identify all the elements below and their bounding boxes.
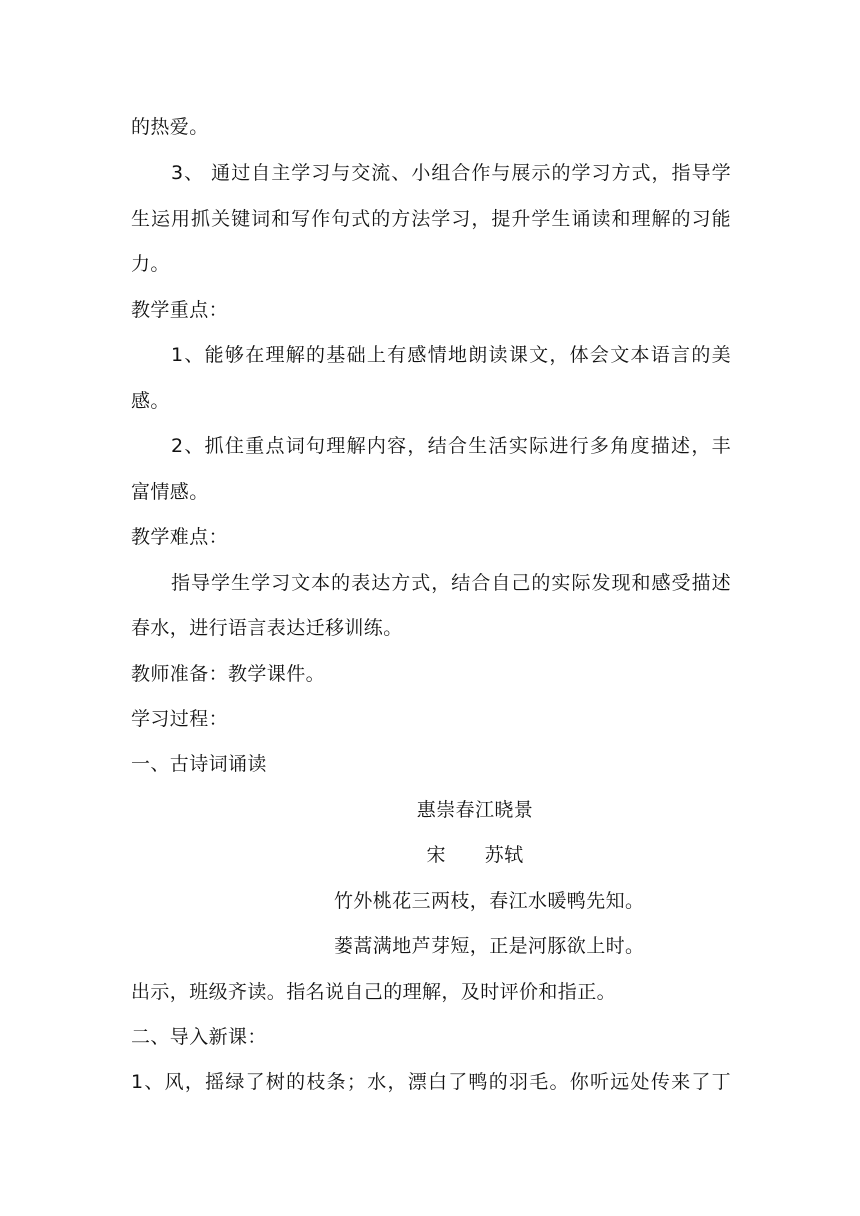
key-point-2-line-1: 2、抓住重点词句理解内容，结合生活实际进行多角度描述，丰 xyxy=(171,435,731,457)
key-point-1-line-2: 感。 xyxy=(131,390,170,412)
reading-instruction: 出示，班级齐读。指名说自己的理解，及时评价和指正。 xyxy=(131,981,617,1003)
key-point-1-line-1: 1、能够在理解的基础上有感情地朗读课文，体会文本语言的美 xyxy=(171,344,731,366)
key-point-2-line-2: 富情感。 xyxy=(131,481,209,503)
objective-3-line-3: 力。 xyxy=(131,253,170,275)
poem-author: 宋 苏轼 xyxy=(426,844,524,866)
objective-3-line-2: 生运用抓关键词和写作句式的方法学习，提升学生诵读和理解的习能 xyxy=(131,208,731,230)
teacher-preparation: 教师准备：教学课件。 xyxy=(131,663,326,685)
step-1-heading: 一、古诗词诵读 xyxy=(131,753,267,775)
poem-line-2: 蒌蒿满地芦芽短，正是河豚欲上时。 xyxy=(334,935,645,957)
paragraph-line: 的热爱。 xyxy=(131,116,209,138)
objective-3-line-1: 3、 通过自主学习与交流、小组合作与展示的学习方式，指导学 xyxy=(171,162,731,184)
difficulty-line-2: 春水，进行语言表达迁移训练。 xyxy=(131,617,403,639)
section-heading-process: 学习过程： xyxy=(131,708,229,730)
step-2-heading: 二、导入新课： xyxy=(131,1026,267,1048)
section-heading-difficulties: 教学难点： xyxy=(131,526,229,548)
intro-line-1: 1、风，摇绿了树的枝条；水，漂白了鸭的羽毛。你听远处传来了丁 xyxy=(131,1071,731,1093)
section-heading-key-points: 教学重点： xyxy=(131,299,229,321)
poem-title: 惠崇春江晓景 xyxy=(416,799,534,821)
difficulty-line-1: 指导学生学习文本的表达方式，结合自己的实际发现和感受描述 xyxy=(171,572,731,594)
poem-line-1: 竹外桃花三两枝，春江水暖鸭先知。 xyxy=(334,890,645,912)
